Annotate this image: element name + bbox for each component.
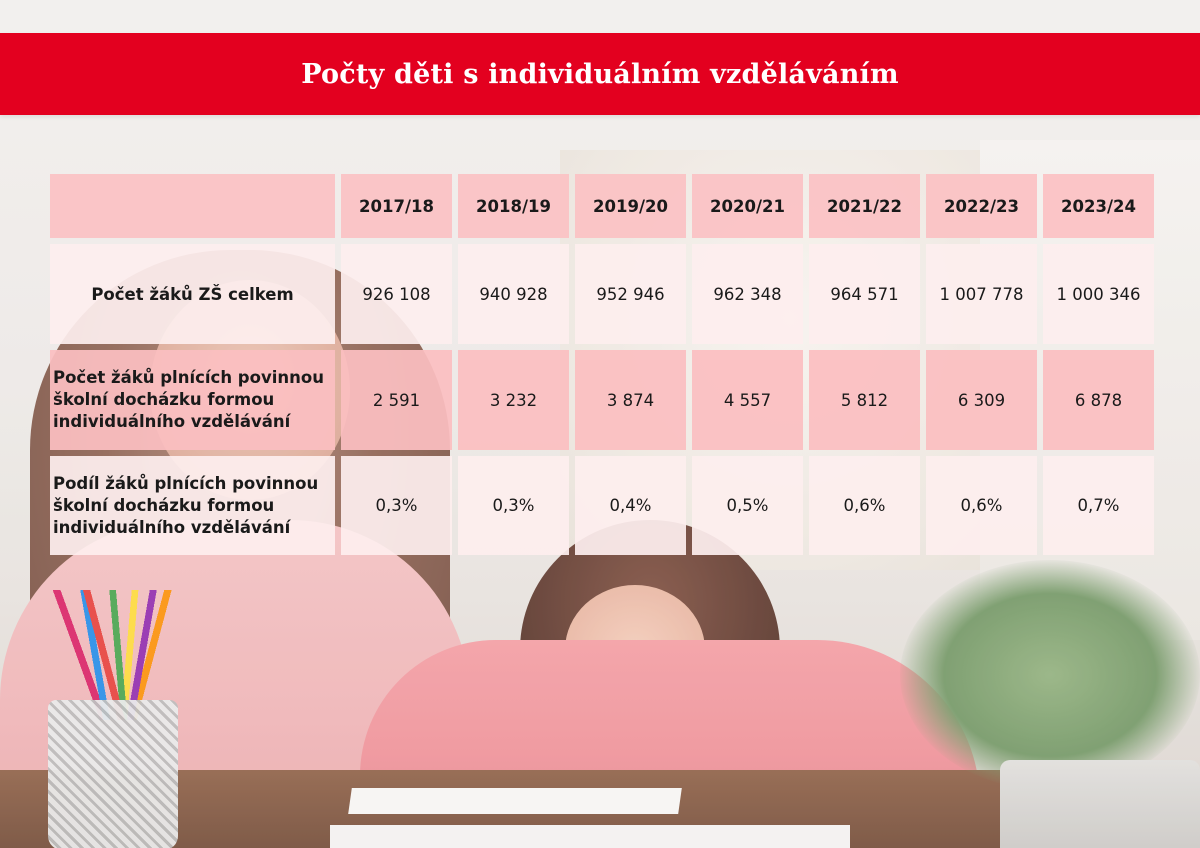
table-cell: 0,4%: [575, 456, 686, 555]
table-corner-cell: [50, 174, 335, 238]
table-cell: 940 928: [458, 244, 569, 344]
column-header: 2018/19: [458, 174, 569, 238]
table-cell: 3 232: [458, 350, 569, 450]
table-cell: 952 946: [575, 244, 686, 344]
table-cell: 6 309: [926, 350, 1037, 450]
table-cell: 1 000 346: [1043, 244, 1154, 344]
table-cell: 2 591: [341, 350, 452, 450]
column-header: 2022/23: [926, 174, 1037, 238]
table-cell: 4 557: [692, 350, 803, 450]
table-cell: 0,3%: [341, 456, 452, 555]
table-cell: 3 874: [575, 350, 686, 450]
table-cell: 0,3%: [458, 456, 569, 555]
column-header: 2023/24: [1043, 174, 1154, 238]
table-cell: 0,5%: [692, 456, 803, 555]
table-cell: 0,7%: [1043, 456, 1154, 555]
row-label: Počet žáků ZŠ celkem: [50, 244, 335, 344]
column-header: 2020/21: [692, 174, 803, 238]
table-cell: 0,6%: [926, 456, 1037, 555]
column-header: 2019/20: [575, 174, 686, 238]
title-banner: [0, 33, 1200, 115]
table-cell: 1 007 778: [926, 244, 1037, 344]
table-cell: 964 571: [809, 244, 920, 344]
page-title: Počty děti s individuálním vzděláváním: [301, 58, 899, 90]
row-label: Počet žáků plnících povinnou školní docházku formou individuálního vzdělávání: [50, 350, 335, 450]
data-table: [50, 174, 1156, 555]
table-cell: 926 108: [341, 244, 452, 344]
column-header: 2021/22: [809, 174, 920, 238]
column-header: 2017/18: [341, 174, 452, 238]
table-cell: 0,6%: [809, 456, 920, 555]
table-cell: 5 812: [809, 350, 920, 450]
table-cell: 962 348: [692, 244, 803, 344]
table-cell: 6 878: [1043, 350, 1154, 450]
row-label: Podíl žáků plnících povinnou školní docházku formou individuálního vzdělávání: [50, 456, 335, 555]
